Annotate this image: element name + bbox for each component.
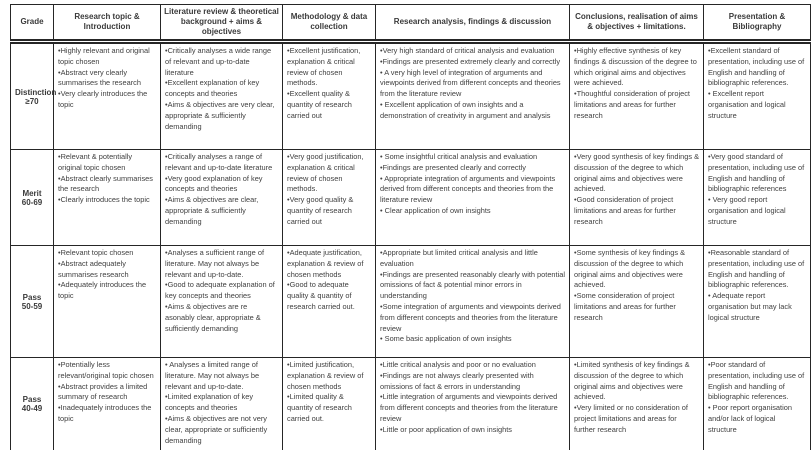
bullet-item: • A very high level of integration of arguments and viewpoints derived from different concepts and theories from the literature review	[380, 67, 561, 99]
bullet-item: •Excellent justification, explanation & critical review of chosen methods.	[287, 46, 361, 88]
criteria-cell	[161, 150, 283, 246]
column-header: Methodology & data collection	[283, 5, 376, 42]
bullet-item: •Little critical analysis and poor or no evaluation	[380, 360, 536, 369]
bullet-item: •Adequate justification, explanation & review of chosen methods	[287, 248, 364, 279]
criteria-cell	[283, 246, 376, 358]
criteria-cell	[54, 42, 161, 150]
bullet-item: •Good to adequate explanation of key concepts and theories	[165, 280, 275, 301]
grade-label: Distinction	[15, 87, 57, 97]
criteria-cell	[283, 358, 376, 450]
header-row	[11, 5, 811, 42]
bullet-item: •Adequately introduces the topic	[58, 280, 147, 301]
criteria-cell	[570, 358, 704, 450]
criteria-cell	[283, 150, 376, 246]
column-header: Conclusions, realisation of aims & objectives + limitations.	[570, 5, 704, 42]
bullet-item: •Very good justification, explanation & critical review of chosen methods.	[287, 152, 364, 194]
bullet-item: •Abstract provides a limited summary of research	[58, 381, 148, 402]
bullet-item: •Reasonable standard of presentation, including use of English and handling of bibliographic references.	[708, 248, 805, 290]
bullet-item: •Very good standard of presentation, including use of English and handling of bibliographic references	[708, 152, 805, 194]
rubric-table	[10, 4, 811, 450]
bullet-item: •Some consideration of project limitations and areas for further research	[574, 291, 676, 322]
bullet-item: •Findings are presented clearly and correctly	[380, 162, 526, 172]
bullet-item: •Relevant topic chosen	[58, 248, 134, 257]
criteria-cell	[161, 358, 283, 450]
bullet-item: •Critically analyses a wide range of relevant and up-to-date literature	[165, 46, 272, 77]
criteria-cell	[704, 358, 811, 450]
bullet-item: •Relevant & potentially original topic chosen	[58, 152, 133, 172]
bullet-item: • Clear application of own insights	[380, 205, 491, 215]
criteria-cell	[376, 358, 570, 450]
rubric-row	[11, 246, 811, 358]
bullet-item: •Abstract clearly summarises the research	[58, 173, 153, 194]
bullet-item: •Aims & objectives are very clear, appropriate & sufficiently demanding	[165, 99, 275, 131]
bullet-item: •Aims & objectives are clear, appropriate & sufficiently demanding	[165, 195, 259, 226]
bullet-item: • Excellent report organisation and logical structure	[708, 89, 786, 120]
grade-range: 60-69	[21, 197, 43, 207]
column-header: Literature review & theoretical background + aims & objectives	[161, 5, 283, 42]
criteria-cell	[161, 42, 283, 150]
bullet-item: • Very good report organisation and logical structure	[708, 195, 786, 226]
bullet-item: •Excellent quality & quantity of research carried out	[287, 89, 352, 120]
criteria-cell	[54, 150, 161, 246]
grade-range: 40-49	[21, 404, 43, 413]
bullet-item: • Adequate report organisation but may lack logical structure	[708, 291, 792, 322]
bullet-item: •Findings are presented reasonably clearly with potential omissions of fact & potential minor errors in understanding	[380, 269, 565, 301]
bullet-item: •Very clearly introduces the topic	[58, 89, 148, 109]
bullet-item: •Abstract adequately summarises research	[58, 258, 129, 279]
grade-label: Pass	[22, 292, 42, 302]
bullet-item: •Inadequately introduces the topic	[58, 403, 152, 423]
grade-cell	[11, 246, 54, 358]
bullet-item: • Some insightful critical analysis and evaluation	[380, 152, 538, 161]
bullet-item: •Poor standard of presentation, including use of English and handling of bibliographic references.	[708, 360, 805, 402]
column-header: Presentation & Bibliography	[704, 5, 811, 42]
column-header: Research analysis, findings & discussion	[376, 5, 570, 42]
bullet-item: •Limited quality & quantity of research carried out.	[287, 392, 352, 423]
bullet-item: •Aims & objectives are not very clear, appropriate or sufficiently demanding	[165, 413, 268, 445]
criteria-cell	[161, 246, 283, 358]
bullet-item: •Highly effective synthesis of key findings & discussion of the degree to which original aims and objectives were achieved.	[574, 46, 697, 88]
bullet-item: •Very good explanation of key concepts and theories	[165, 173, 263, 194]
criteria-cell	[570, 246, 704, 358]
bullet-item: •Some synthesis of key findings & discussion of the degree to which original aims and objectives were achieved.	[574, 248, 686, 290]
bullet-item: •Very good synthesis of key findings & discussion of the degree to which original aims and objectives were achieved.	[574, 152, 700, 194]
bullet-item: •Very limited or no consideration of project limitations and areas for further research	[574, 403, 688, 434]
bullet-item: •Potentially less relevant/original topic chosen	[58, 360, 154, 380]
grade-cell	[11, 358, 54, 450]
criteria-cell	[283, 42, 376, 150]
criteria-cell	[704, 246, 811, 358]
bullet-item: •Excellent standard of presentation, including use of English and handling of bibliographic references.	[708, 46, 805, 88]
bullet-item: •Good consideration of project limitations and areas for further research	[574, 195, 676, 226]
criteria-cell	[54, 358, 161, 450]
criteria-cell	[376, 42, 570, 150]
bullet-item: •Highly relevant and original topic chosen	[58, 46, 150, 66]
bullet-item: •Very high standard of critical analysis and evaluation	[380, 46, 555, 55]
bullet-item: •Limited synthesis of key findings & discussion of the degree to which original aims and objectives were achieved.	[574, 360, 690, 402]
bullet-item: • Analyses a limited range of literature. May not always be relevant and up-to-date.	[165, 360, 260, 391]
bullet-item: •Abstract very clearly summarises the research	[58, 67, 141, 88]
bullet-item: •Analyses a sufficient range of literature. May not always be relevant and up-to-date.	[165, 248, 264, 279]
criteria-cell	[704, 42, 811, 150]
rubric-row	[11, 42, 811, 150]
criteria-cell	[570, 150, 704, 246]
criteria-cell	[376, 246, 570, 358]
grade-column-header: Grade	[11, 5, 54, 42]
criteria-cell	[54, 246, 161, 358]
criteria-cell	[376, 150, 570, 246]
bullet-item: •Little integration of arguments and viewpoints derived from different concepts and theories from the literature review	[380, 392, 558, 423]
column-header: Research topic & Introduction	[54, 5, 161, 42]
criteria-cell	[570, 42, 704, 150]
grade-label: Pass	[22, 395, 42, 404]
bullet-item: •Clearly introduces the topic	[58, 195, 150, 205]
bullet-item: •Limited explanation of key concepts and theories	[165, 392, 254, 413]
grade-cell	[11, 150, 54, 246]
bullet-item: •Little or poor application of own insights	[380, 424, 512, 434]
bullet-item: •Some integration of arguments and viewpoints derived from different concepts and theories from the literature review	[380, 301, 561, 333]
bullet-item: •Critically analyses a range of relevant and up-to-date literature	[165, 152, 273, 172]
rubric-row	[11, 150, 811, 246]
bullet-item: •Very good quality & quantity of research carried out	[287, 195, 354, 226]
criteria-cell	[704, 150, 811, 246]
bullet-item: • Poor report organisation and/or lack of logical structure	[708, 403, 792, 434]
bullet-item: •Aims & objectives are re asonably clear, appropriate & sufficiently demanding	[165, 301, 261, 333]
grade-range: ≥70	[25, 96, 39, 106]
bullet-item: • Appropriate integration of arguments and viewpoints derived from different concepts and theories from the literature review	[380, 173, 556, 205]
bullet-item: • Excellent application of own insights and a demonstration of creativity in argument and analysis	[380, 99, 551, 120]
bullet-item: •Findings are not always clearly presented with omissions of fact & errors in understanding	[380, 370, 534, 391]
bullet-item: •Limited justification, explanation & review of chosen methods	[287, 360, 364, 391]
bullet-item: •Appropriate but limited critical analysis and little evaluation	[380, 248, 538, 268]
grade-label: Merit	[22, 188, 42, 198]
grade-range: 50-59	[21, 301, 43, 311]
bullet-item: •Good to adequate quality & quantity of research carried out.	[287, 280, 355, 311]
bullet-item: •Thoughtful consideration of project limitations and areas for further research	[574, 89, 690, 120]
grade-cell	[11, 42, 57, 150]
bullet-item: •Excellent explanation of key concepts and theories	[165, 78, 260, 99]
bullet-item: •Findings are presented extremely clearly and correctly	[380, 56, 561, 66]
rubric-row	[11, 358, 811, 450]
bullet-item: • Some basic application of own insights	[380, 334, 512, 344]
